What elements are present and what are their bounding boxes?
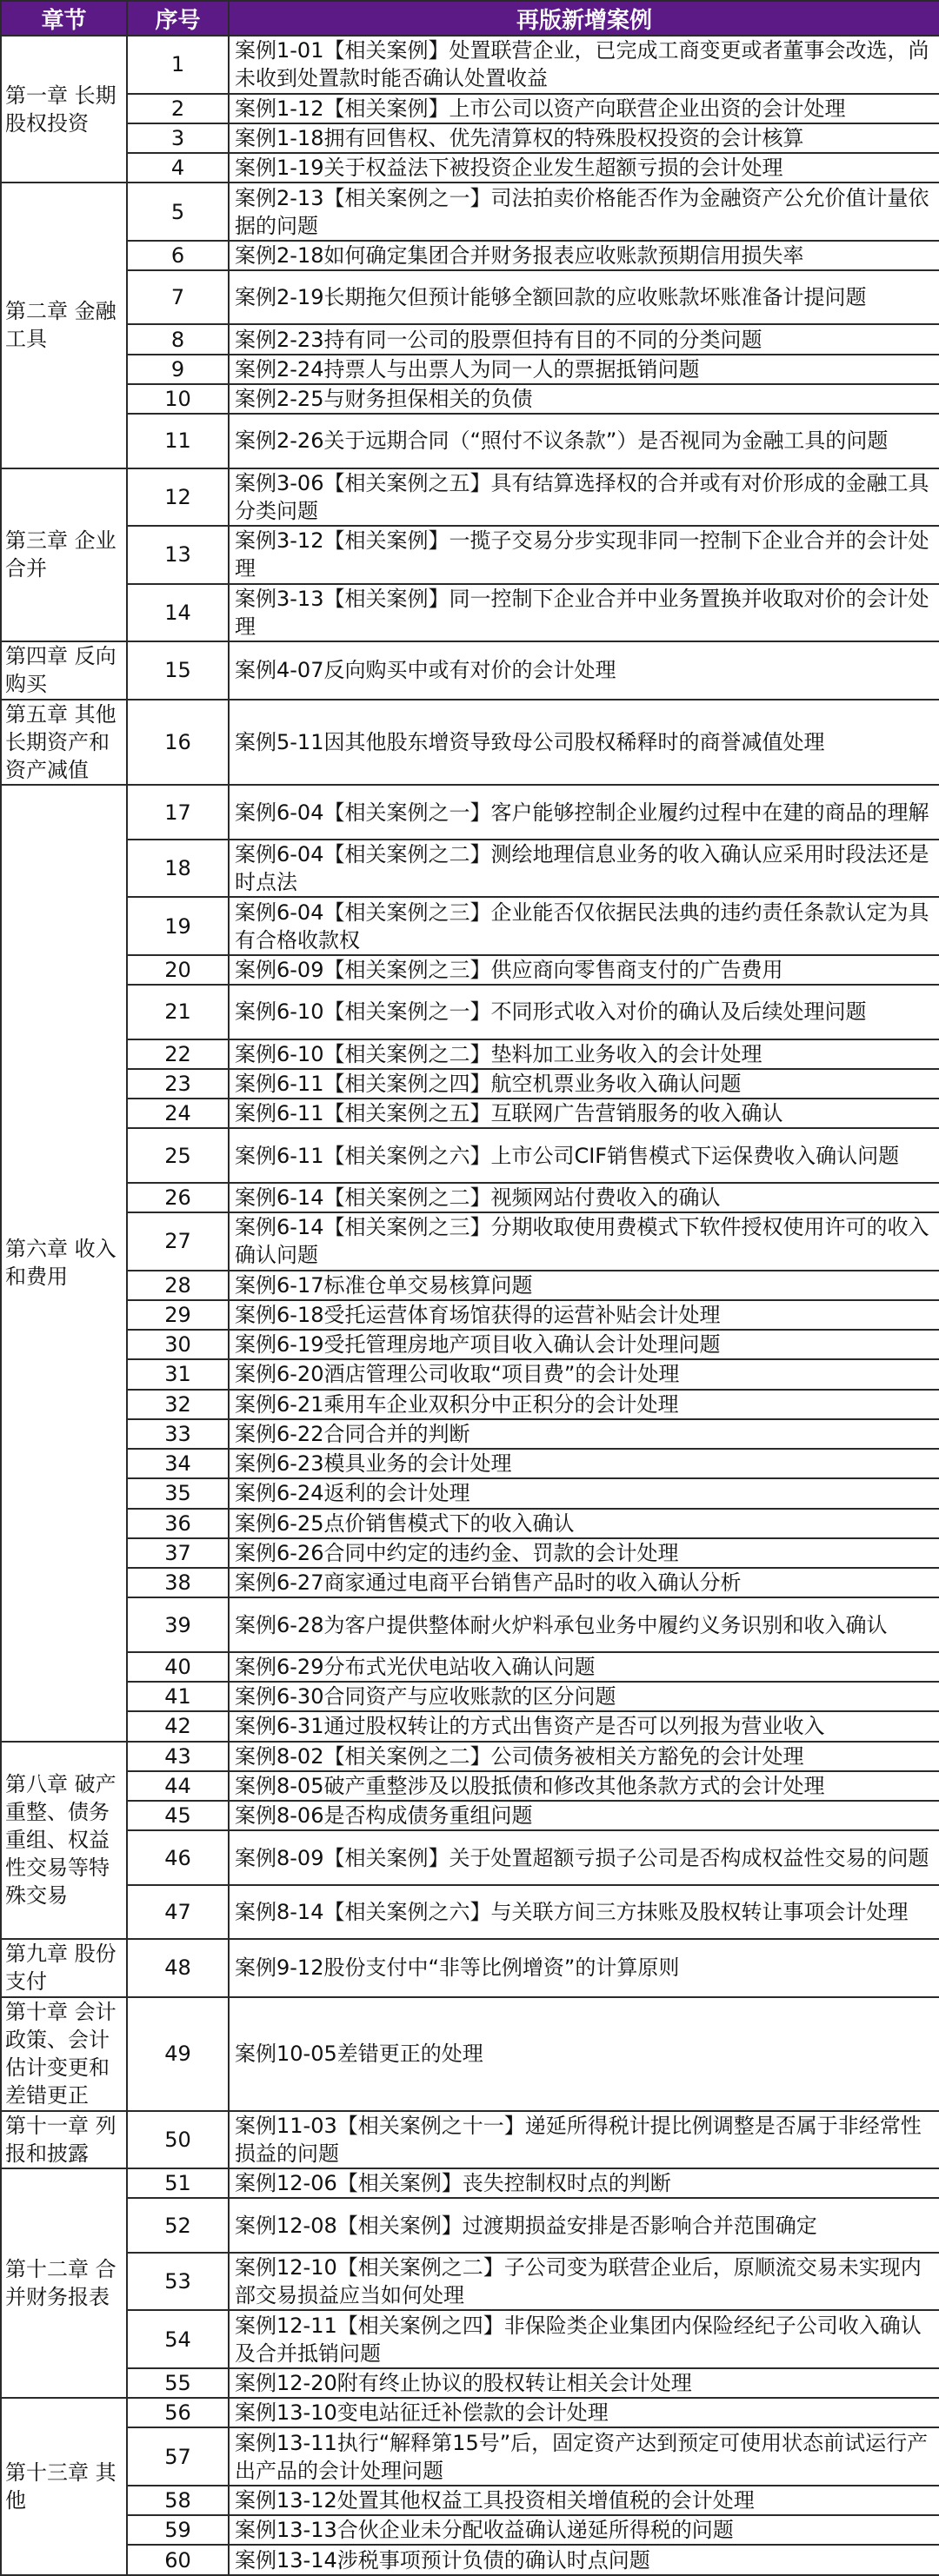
- case-number: 27: [127, 1212, 229, 1271]
- table-row: [1, 1300, 939, 1330]
- case-number: 47: [127, 1885, 229, 1939]
- case-title: 案例2-18如何确定集团合并财务报表应收账款预期信用损失率: [229, 241, 939, 270]
- case-title: 案例3-12【相关案例】一揽子交易分步实现非同一控制下企业合并的会计处理: [229, 526, 939, 584]
- case-title: 案例2-26关于远期合同（“照付不议条款”）是否视同为金融工具的问题: [229, 414, 939, 468]
- table-row: [1, 2310, 939, 2368]
- case-title: 案例3-06【相关案例之五】具有结算选择权的合并或有对价形成的金融工具分类问题: [229, 468, 939, 527]
- case-title: 案例6-19受托管理房地产项目收入确认会计处理问题: [229, 1330, 939, 1359]
- case-title: 案例6-31通过股权转让的方式出售资产是否可以列报为营业收入: [229, 1711, 939, 1741]
- case-title: 案例6-17标准仓单交易核算问题: [229, 1271, 939, 1300]
- case-number: 60: [127, 2545, 229, 2575]
- case-title: 案例13-12处置其他权益工具投资相关增值税的会计处理: [229, 2486, 939, 2515]
- case-title: 案例12-10【相关案例之二】子公司变为联营企业后，原顺流交易未实现内部交易损益应当如何处理: [229, 2253, 939, 2311]
- case-number: 28: [127, 1271, 229, 1300]
- case-title: 案例6-23模具业务的会计处理: [229, 1449, 939, 1478]
- header-number: 序号: [127, 1, 229, 36]
- table-row: [1, 468, 939, 527]
- case-title: 案例8-06是否构成债务重组问题: [229, 1801, 939, 1830]
- case-number: 15: [127, 641, 229, 700]
- header-row: [1, 1, 939, 36]
- case-title: 案例6-18受托运营体育场馆获得的运营补贴会计处理: [229, 1300, 939, 1330]
- case-title: 案例3-13【相关案例】同一控制下企业合并中业务置换并收取对价的会计处理: [229, 584, 939, 642]
- table-row: [1, 36, 939, 94]
- table-row: [1, 785, 939, 839]
- case-number: 53: [127, 2253, 229, 2311]
- table-row: [1, 1568, 939, 1597]
- case-number: 20: [127, 955, 229, 985]
- case-title: 案例6-24返利的会计处理: [229, 1478, 939, 1508]
- case-title: 案例12-11【相关案例之四】非保险类企业集团内保险经纪子公司收入确认及合并抵销问题: [229, 2310, 939, 2368]
- case-number: 29: [127, 1300, 229, 1330]
- chapter-cell: 第八章 破产重整、债务重组、权益性交易等特殊交易: [1, 1742, 127, 1940]
- case-number: 50: [127, 2111, 229, 2169]
- table-row: [1, 1742, 939, 1771]
- case-number: 12: [127, 468, 229, 527]
- table-row: [1, 1830, 939, 1884]
- case-title: 案例10-05差错更正的处理: [229, 1997, 939, 2111]
- case-number: 10: [127, 384, 229, 414]
- case-title: 案例6-11【相关案例之六】上市公司CIF销售模式下运保费收入确认问题: [229, 1128, 939, 1182]
- case-title: 案例6-21乘用车企业双积分中正积分的会计处理: [229, 1390, 939, 1419]
- table-row: [1, 1652, 939, 1682]
- case-number: 22: [127, 1039, 229, 1069]
- chapter-cell: 第十章 会计政策、会计估计变更和差错更正: [1, 1997, 127, 2111]
- table-row: [1, 985, 939, 1039]
- case-number: 16: [127, 700, 229, 786]
- case-number: 39: [127, 1597, 229, 1651]
- case-number: 19: [127, 897, 229, 955]
- case-title: 案例8-05破产重整涉及以股抵债和修改其他条款方式的会计处理: [229, 1771, 939, 1801]
- table-row: [1, 1128, 939, 1182]
- table-row: [1, 2253, 939, 2311]
- table-row: [1, 840, 939, 898]
- case-number: 26: [127, 1183, 229, 1212]
- case-number: 23: [127, 1069, 229, 1099]
- case-number: 9: [127, 355, 229, 384]
- case-number: 31: [127, 1359, 229, 1389]
- table-row: [1, 414, 939, 468]
- case-number: 52: [127, 2198, 229, 2252]
- table-row: [1, 2515, 939, 2545]
- table-row: [1, 2486, 939, 2515]
- case-title: 案例6-26合同中约定的违约金、罚款的会计处理: [229, 1538, 939, 1568]
- case-number: 59: [127, 2515, 229, 2545]
- case-title: 案例4-07反向购买中或有对价的会计处理: [229, 641, 939, 700]
- case-title: 案例8-14【相关案例之六】与关联方间三方抹账及股权转让事项会计处理: [229, 1885, 939, 1939]
- table-row: [1, 1330, 939, 1359]
- case-number: 46: [127, 1830, 229, 1884]
- chapter-cell: 第九章 股份支付: [1, 1939, 127, 1997]
- case-number: 40: [127, 1652, 229, 1682]
- case-title: 案例1-19关于权益法下被投资企业发生超额亏损的会计处理: [229, 153, 939, 183]
- table-row: [1, 1449, 939, 1478]
- case-number: 55: [127, 2368, 229, 2398]
- table-row: [1, 1069, 939, 1099]
- case-title: 案例6-20酒店管理公司收取“项目费”的会计处理: [229, 1359, 939, 1389]
- table-row: [1, 1271, 939, 1300]
- case-title: 案例11-03【相关案例之十一】递延所得税计提比例调整是否属于非经常性损益的问题: [229, 2111, 939, 2169]
- case-title: 案例12-08【相关案例】过渡期损益安排是否影响合并范围确定: [229, 2198, 939, 2252]
- table-row: [1, 153, 939, 183]
- case-title: 案例5-11因其他股东增资导致母公司股权稀释时的商誉减值处理: [229, 700, 939, 786]
- case-title: 案例2-13【相关案例之一】司法拍卖价格能否作为金融资产公允价值计量依据的问题: [229, 183, 939, 241]
- case-title: 案例6-04【相关案例之二】测绘地理信息业务的收入确认应采用时段法还是时点法: [229, 840, 939, 898]
- case-number: 44: [127, 1771, 229, 1801]
- case-number: 8: [127, 324, 229, 354]
- case-title: 案例6-29分布式光伏电站收入确认问题: [229, 1652, 939, 1682]
- case-title: 案例2-19长期拖欠但预计能够全额回款的应收账款坏账准备计提问题: [229, 270, 939, 324]
- table-row: [1, 526, 939, 584]
- case-number: 21: [127, 985, 229, 1039]
- case-number: 32: [127, 1390, 229, 1419]
- table-row: [1, 1039, 939, 1069]
- case-number: 35: [127, 1478, 229, 1508]
- case-number: 33: [127, 1419, 229, 1449]
- table-row: [1, 384, 939, 414]
- case-title: 案例6-28为客户提供整体耐火炉料承包业务中履约义务识别和收入确认: [229, 1597, 939, 1651]
- case-number: 3: [127, 123, 229, 153]
- case-number: 13: [127, 526, 229, 584]
- case-title: 案例6-14【相关案例之三】分期收取使用费模式下软件授权使用许可的收入确认问题: [229, 1212, 939, 1271]
- table-row: [1, 2368, 939, 2398]
- case-number: 49: [127, 1997, 229, 2111]
- chapter-cell: 第二章 金融工具: [1, 183, 127, 468]
- case-title: 案例6-30合同资产与应收账款的区分问题: [229, 1682, 939, 1711]
- table-row: [1, 1682, 939, 1711]
- case-title: 案例8-09【相关案例】关于处置超额亏损子公司是否构成权益性交易的问题: [229, 1830, 939, 1884]
- table-row: [1, 355, 939, 384]
- table-row: [1, 2111, 939, 2169]
- table-row: [1, 584, 939, 642]
- case-title: 案例6-25点价销售模式下的收入确认: [229, 1509, 939, 1538]
- case-number: 14: [127, 584, 229, 642]
- table-row: [1, 955, 939, 985]
- table-row: [1, 1478, 939, 1508]
- table-row: [1, 123, 939, 153]
- case-number: 25: [127, 1128, 229, 1182]
- case-title: 案例6-09【相关案例之三】供应商向零售商支付的广告费用: [229, 955, 939, 985]
- table-row: [1, 1711, 939, 1741]
- case-title: 案例1-18拥有回售权、优先清算权的特殊股权投资的会计核算: [229, 123, 939, 153]
- table-row: [1, 2398, 939, 2427]
- table-row: [1, 641, 939, 700]
- table-row: [1, 1099, 939, 1128]
- case-title: 案例1-12【相关案例】上市公司以资产向联营企业出资的会计处理: [229, 94, 939, 123]
- case-number: 1: [127, 36, 229, 94]
- table-row: [1, 897, 939, 955]
- case-number: 43: [127, 1742, 229, 1771]
- case-number: 45: [127, 1801, 229, 1830]
- case-title: 案例2-24持票人与出票人为同一人的票据抵销问题: [229, 355, 939, 384]
- case-title: 案例1-01【相关案例】处置联营企业，已完成工商变更或者董事会改选，尚未收到处置款时能否确认处置收益: [229, 36, 939, 94]
- table-row: [1, 1509, 939, 1538]
- case-title: 案例6-14【相关案例之二】视频网站付费收入的确认: [229, 1183, 939, 1212]
- chapter-cell: 第十二章 合并财务报表: [1, 2168, 127, 2398]
- case-title: 案例6-10【相关案例之二】垫料加工业务收入的会计处理: [229, 1039, 939, 1069]
- case-number: 17: [127, 785, 229, 839]
- case-title: 案例6-11【相关案例之四】航空机票业务收入确认问题: [229, 1069, 939, 1099]
- table-row: [1, 1939, 939, 1997]
- table-row: [1, 94, 939, 123]
- case-number: 5: [127, 183, 229, 241]
- case-number: 6: [127, 241, 229, 270]
- case-number: 4: [127, 153, 229, 183]
- case-title: 案例6-11【相关案例之五】互联网广告营销服务的收入确认: [229, 1099, 939, 1128]
- table-row: [1, 2427, 939, 2486]
- case-title: 案例6-22合同合并的判断: [229, 1419, 939, 1449]
- table-row: [1, 1801, 939, 1830]
- case-number: 37: [127, 1538, 229, 1568]
- table-row: [1, 1597, 939, 1651]
- case-title: 案例13-10变电站征迁补偿款的会计处理: [229, 2398, 939, 2427]
- case-number: 48: [127, 1939, 229, 1997]
- case-number: 11: [127, 414, 229, 468]
- chapter-cell: 第三章 企业合并: [1, 468, 127, 642]
- table-body: [1, 36, 939, 2575]
- case-number: 38: [127, 1568, 229, 1597]
- case-number: 34: [127, 1449, 229, 1478]
- case-title: 案例13-13合伙企业未分配收益确认递延所得税的问题: [229, 2515, 939, 2545]
- header-chapter: 章节: [1, 1, 127, 36]
- table-row: [1, 1997, 939, 2111]
- table-row: [1, 2545, 939, 2575]
- table-row: [1, 1538, 939, 1568]
- table-row: [1, 2198, 939, 2252]
- case-number: 30: [127, 1330, 229, 1359]
- case-title: 案例6-10【相关案例之一】不同形式收入对价的确认及后续处理问题: [229, 985, 939, 1039]
- case-number: 58: [127, 2486, 229, 2515]
- case-title: 案例2-25与财务担保相关的负债: [229, 384, 939, 414]
- case-number: 7: [127, 270, 229, 324]
- case-title: 案例9-12股份支付中“非等比例增资”的计算原则: [229, 1939, 939, 1997]
- table-row: [1, 1359, 939, 1389]
- table-row: [1, 241, 939, 270]
- case-title: 案例6-04【相关案例之三】企业能否仅依据民法典的违约责任条款认定为具有合格收款权: [229, 897, 939, 955]
- case-number: 51: [127, 2168, 229, 2198]
- table-row: [1, 2168, 939, 2198]
- case-number: 54: [127, 2310, 229, 2368]
- table-row: [1, 1885, 939, 1939]
- case-title: 案例13-11执行“解释第15号”后，固定资产达到预定可使用状态前试运行产出产品的会计处理问题: [229, 2427, 939, 2486]
- chapter-cell: 第一章 长期股权投资: [1, 36, 127, 183]
- table-row: [1, 700, 939, 786]
- case-title: 案例2-23持有同一公司的股票但持有目的不同的分类问题: [229, 324, 939, 354]
- case-number: 56: [127, 2398, 229, 2427]
- chapter-cell: 第六章 收入和费用: [1, 785, 127, 1741]
- case-number: 42: [127, 1711, 229, 1741]
- table-row: [1, 1419, 939, 1449]
- chapter-cell: 第四章 反向购买: [1, 641, 127, 700]
- case-number: 2: [127, 94, 229, 123]
- case-number: 24: [127, 1099, 229, 1128]
- table-row: [1, 1390, 939, 1419]
- case-number: 41: [127, 1682, 229, 1711]
- table-row: [1, 270, 939, 324]
- table-row: [1, 183, 939, 241]
- chapter-cell: 第十三章 其他: [1, 2398, 127, 2575]
- table-row: [1, 1183, 939, 1212]
- table-row: [1, 1771, 939, 1801]
- header-case: 再版新增案例: [229, 1, 939, 36]
- case-title: 案例6-04【相关案例之一】客户能够控制企业履约过程中在建的商品的理解: [229, 785, 939, 839]
- case-title: 案例12-06【相关案例】丧失控制权时点的判断: [229, 2168, 939, 2198]
- chapter-cell: 第五章 其他长期资产和资产减值: [1, 700, 127, 786]
- case-title: 案例12-20附有终止协议的股权转让相关会计处理: [229, 2368, 939, 2398]
- case-number: 57: [127, 2427, 229, 2486]
- table-row: [1, 1212, 939, 1271]
- chapter-cell: 第十一章 列报和披露: [1, 2111, 127, 2169]
- table-row: [1, 324, 939, 354]
- case-number: 36: [127, 1509, 229, 1538]
- case-title: 案例8-02【相关案例之二】公司债务被相关方豁免的会计处理: [229, 1742, 939, 1771]
- case-title: 案例13-14涉税事项预计负债的确认时点问题: [229, 2545, 939, 2575]
- case-number: 18: [127, 840, 229, 898]
- case-title: 案例6-27商家通过电商平台销售产品时的收入确认分析: [229, 1568, 939, 1597]
